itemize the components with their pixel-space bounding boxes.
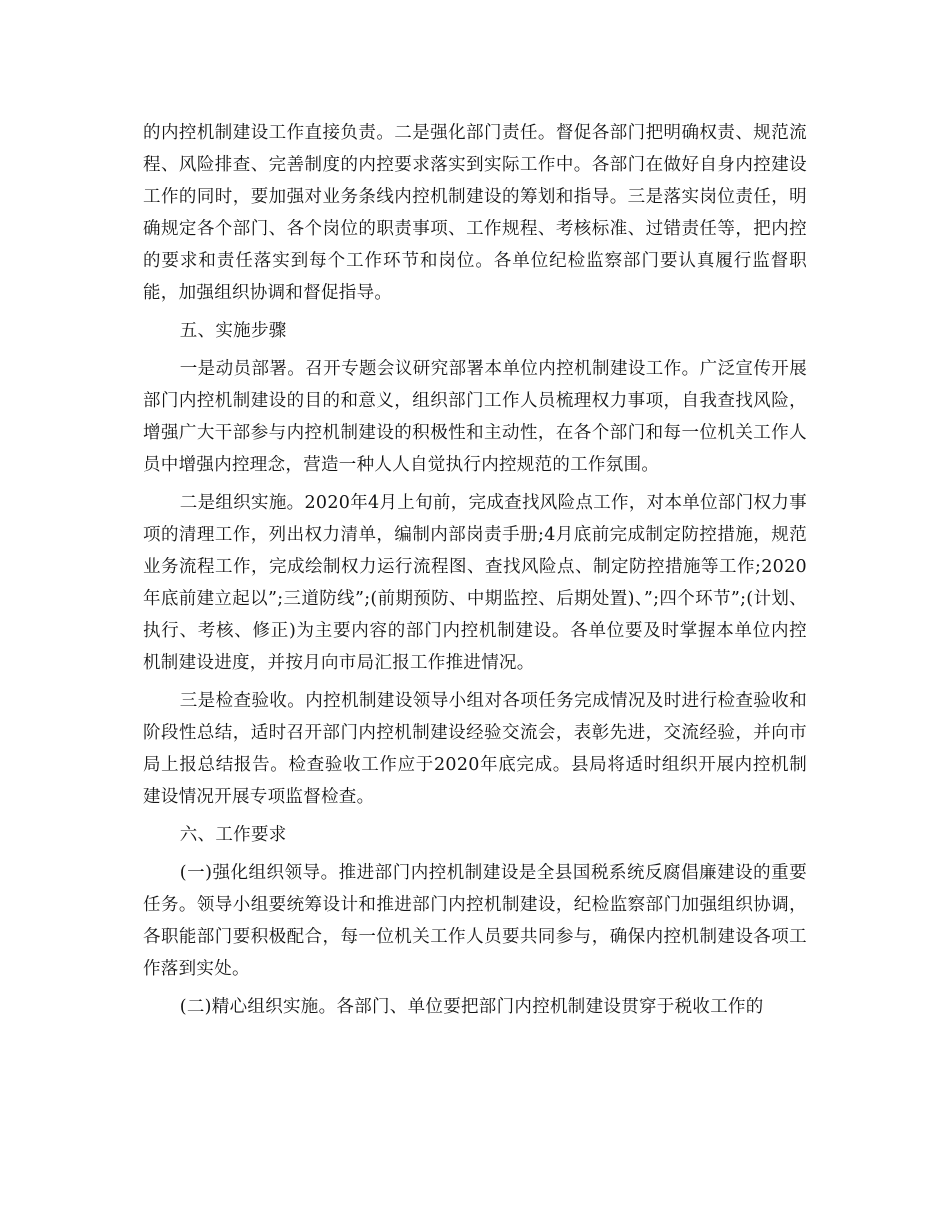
paragraph-strengthen-leadership: (一)强化组织领导。推进部门内控机制建设是全县国税系统反腐倡廉建设的重要任务。领导小组要统筹设计和推进部门内控机制建设，纪检监察部门加强组织协调，各职能部门要积极配合，每一位机关工作人员要共同参与，确保内控机制建设各项工作落到实处。 [143, 863, 807, 979]
section-heading-work-requirements: 六、工作要求 [179, 825, 287, 845]
section-heading-implementation-steps: 五、实施步骤 [179, 321, 287, 341]
paragraph-responsibility: 的内控机制建设工作直接负责。二是强化部门责任。督促各部门把明确权责、规范流程、风险排查、完善制度的内控要求落实到实际工作中。各部门在做好自身内控建设工作的同时，要加强对业务条线内控机制建设的筹划和指导。三是落实岗位责任，明确规定各个部门、各个岗位的职责事项、工作规程、考核标准、过错责任等，把内控的要求和责任落实到每个工作环节和岗位。各单位纪检监察部门要认真履行监督职能，加强组织协调和督促指导。 [143, 123, 807, 303]
paragraph-mobilization: 一是动员部署。召开专题会议研究部署本单位内控机制建设工作。广泛宣传开展部门内控机制建设的目的和意义，组织部门工作人员梳理权力事项，自我查找风险，增强广大干部参与内控机制建设的积极性和主动性，在各个部门和每一位机关工作人员中增强内控理念，营造一种人人自觉执行内控规范的工作氛围。 [143, 359, 807, 475]
document-body [143, 117, 807, 1023]
paragraph-careful-implementation: (二)精心组织实施。各部门、单位要把部门内控机制建设贯穿于税收工作的 [179, 997, 764, 1017]
paragraph-organize-implementation: 二是组织实施。2020年4月上旬前，完成查找风险点工作，对本单位部门权力事项的清理工作，列出权力清单，编制内部岗责手册;4月底前完成制定防控措施，规范业务流程工作，完成绘制权力运行流程图、查找风险点、制定防控措施等工作;2020年底前建立起以”;三道防线”;(前期预防、中期监控、后期处置)、”;四个环节”;(计划、执行、考核、修正)为主要内容的部门内控机制建设。各单位要及时掌握本单位内控机制建设进度，并按月向市局汇报工作推进情况。 [143, 493, 807, 673]
paragraph-inspection-acceptance: 三是检查验收。内控机制建设领导小组对各项任务完成情况及时进行检查验收和阶段性总结，适时召开部门内控机制建设经验交流会，表彰先进，交流经验，并向市局上报总结报告。检查验收工作应于2020年底完成。县局将适时组织开展内控机制建设情况开展专项监督检查。 [143, 691, 807, 807]
